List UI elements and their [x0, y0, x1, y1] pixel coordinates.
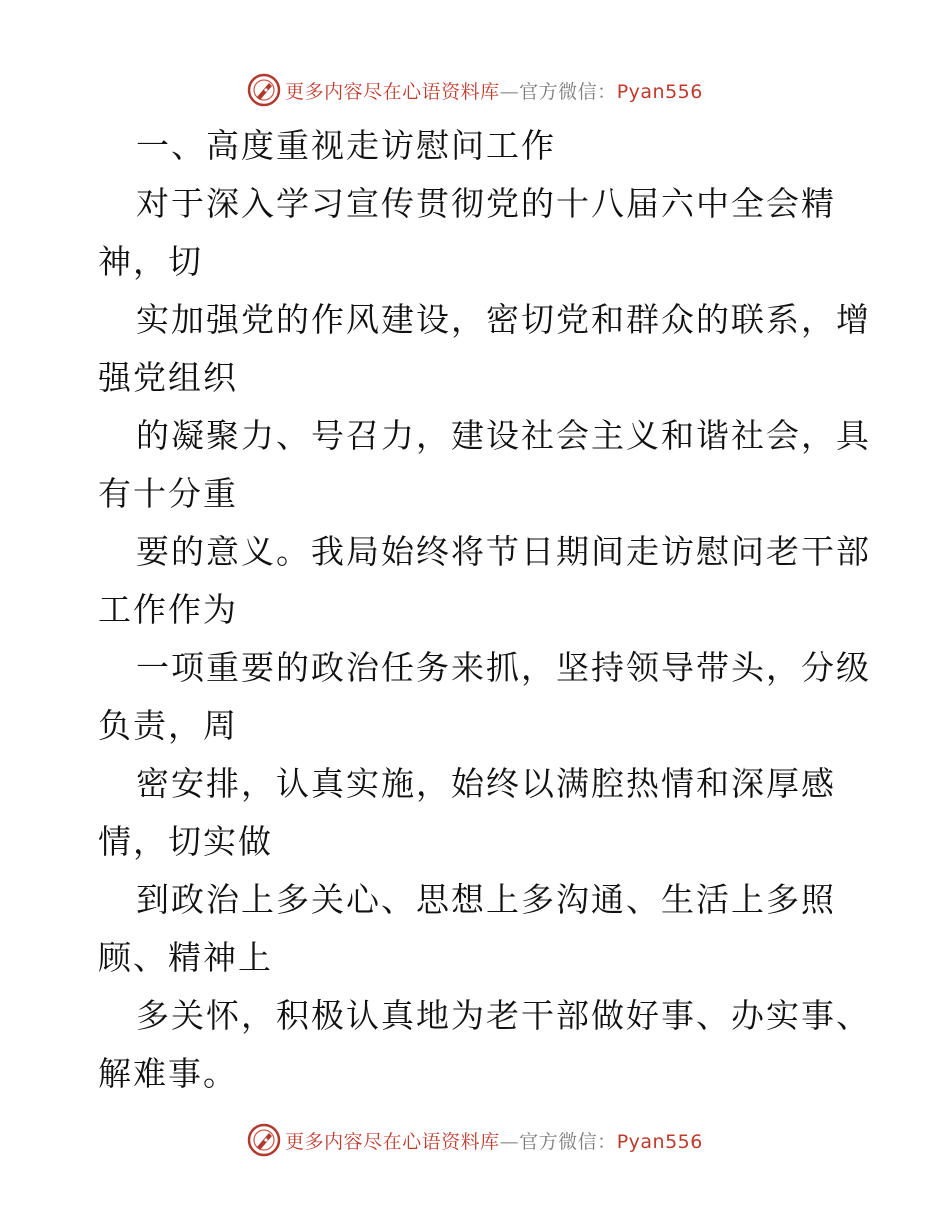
pen-nib-circle-icon: [247, 1123, 281, 1157]
paragraph-line: 对于深入学习宣传贯彻党的十八届六中全会精: [136, 184, 836, 223]
header-banner: [0, 70, 950, 110]
paragraph-line: 负责，周: [98, 706, 238, 745]
footer-brand-text: 更多内容尽在心语资料库: [285, 1130, 500, 1153]
footer-separator: —: [499, 1130, 520, 1153]
header-text: [285, 77, 703, 104]
footer-wechat-label: 官方微信：: [519, 1130, 617, 1153]
paragraph-line: 解难事。: [98, 1054, 238, 1093]
paragraph-line: 强党组织: [98, 358, 238, 397]
paragraph-line: 神，切: [98, 242, 203, 281]
paragraph-line: 到政治上多关心、思想上多沟通、生活上多照: [136, 880, 836, 919]
paragraph-line: 要的意义。我局始终将节日期间走访慰问老干部: [136, 532, 871, 571]
paragraph-line: 密安排，认真实施，始终以满腔热情和深厚感: [136, 764, 836, 803]
header-brand-text: 更多内容尽在心语资料库: [285, 80, 500, 103]
header-wechat-id: Pyan556: [616, 80, 703, 103]
paragraph-line: 实加强党的作风建设，密切党和群众的联系，增: [136, 300, 871, 339]
paragraph-line: 情，切实做: [98, 822, 273, 861]
footer-banner: [0, 1120, 950, 1160]
pen-nib-circle-icon: [247, 73, 281, 107]
footer-text: [285, 1127, 703, 1154]
paragraph-line: 顾、精神上: [98, 938, 273, 977]
paragraph-line: 一项重要的政治任务来抓，坚持领导带头，分级: [136, 648, 871, 687]
footer-wechat-id: Pyan556: [616, 1130, 703, 1153]
paragraph-line: 的凝聚力、号召力，建设社会主义和谐社会，具: [136, 416, 871, 455]
paragraph-line: 有十分重: [98, 474, 238, 513]
section-heading: 一、高度重视走访慰问工作: [136, 126, 556, 165]
paragraph-line: 多关怀，积极认真地为老干部做好事、办实事、: [136, 996, 871, 1035]
header-wechat-label: 官方微信：: [519, 80, 617, 103]
paragraph-line: 工作作为: [98, 590, 238, 629]
header-separator: —: [499, 80, 520, 103]
